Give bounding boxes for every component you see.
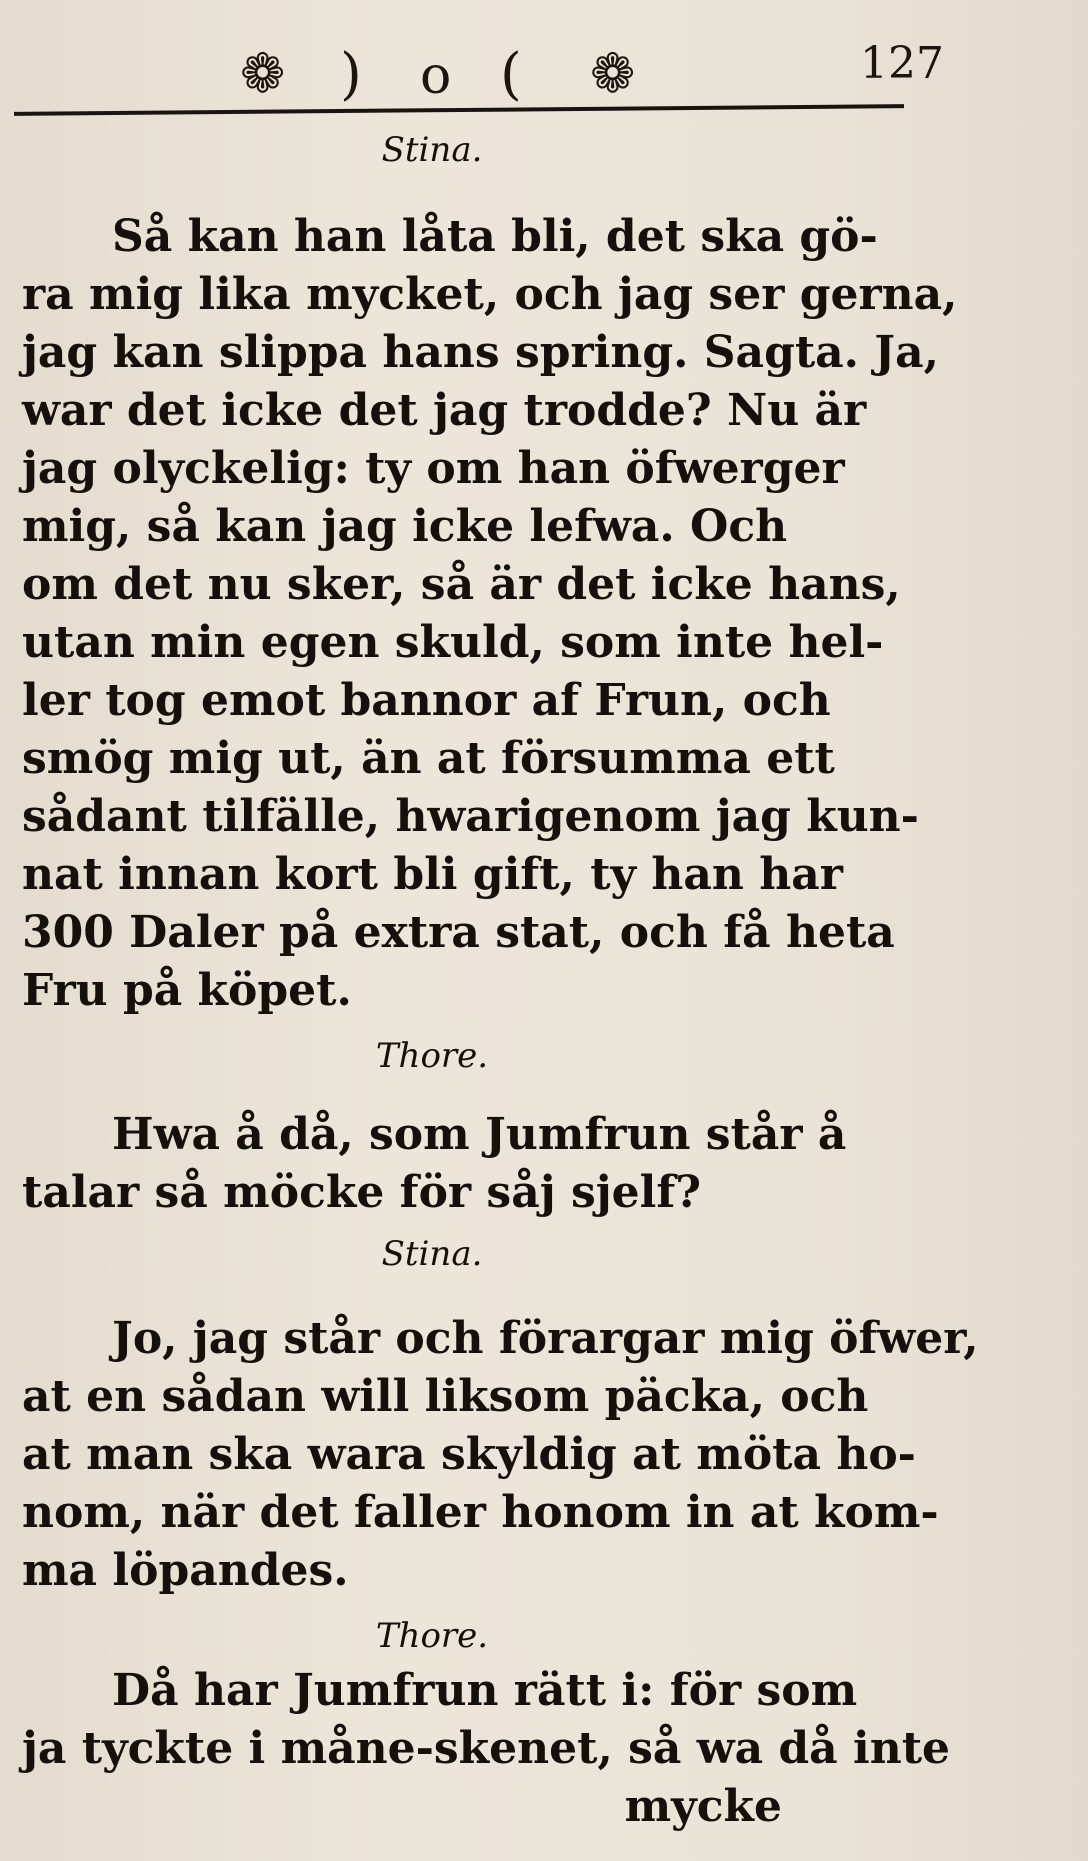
text-line: sådant tilfälle, hwarigenom jag kun-	[22, 791, 919, 842]
text-line: 300 Daler på extra stat, och få heta	[22, 907, 895, 958]
dialogue-paragraph	[22, 208, 958, 1020]
page-number: 127	[860, 38, 944, 89]
text-line: mig, så kan jag icke lefwa. Och	[22, 501, 788, 552]
header-circle: o	[420, 46, 452, 106]
text-line: war det icke det jag trodde? Nu är	[22, 385, 867, 436]
dialogue-paragraph	[22, 1662, 951, 1836]
dialogue-paragraph	[22, 1106, 932, 1222]
header-paren-close: (	[500, 42, 522, 107]
speaker-label: Stina.	[381, 1234, 483, 1274]
text-line: smög mig ut, än at försumma ett	[22, 733, 835, 784]
page-text	[22, 130, 979, 1836]
text-line: Fru på köpet.	[22, 965, 352, 1016]
header-paren-open: )	[340, 42, 362, 107]
dialogue-paragraph	[22, 1310, 979, 1600]
text-line: ja tyckte i måne-skenet, så wa då inte	[22, 1723, 951, 1774]
text-line: Då har Jumfrun rätt i: för som	[112, 1665, 858, 1716]
text-line: jag olyckelig: ty om han öfwerger	[22, 443, 845, 494]
text-line: at man ska wara skyldig at möta ho-	[22, 1429, 916, 1480]
text-line: ma löpandes.	[22, 1545, 349, 1596]
text-line: nom, när det faller honom in at kom-	[22, 1487, 939, 1538]
text-line: talar så möcke för såj sjelf?	[22, 1167, 702, 1218]
text-line: Hwa å då, som Jumfrun står å	[112, 1109, 847, 1160]
text-line: om det nu sker, så är det icke hans,	[22, 559, 901, 610]
catchword: mycke	[624, 1781, 782, 1832]
flower-ornament-right-icon: ❁	[590, 42, 636, 105]
speaker-label: Stina.	[381, 130, 483, 170]
text-line: jag kan slippa hans spring. Sagta. Ja,	[22, 327, 939, 378]
text-line: ler tog emot bannor af Frun, och	[22, 675, 831, 726]
text-line: Jo, jag står och förargar mig öfwer,	[112, 1313, 979, 1364]
speaker-label: Thore.	[375, 1036, 489, 1076]
flower-ornament-left-icon: ❁	[240, 42, 286, 105]
text-line: nat innan kort bli gift, ty han har	[22, 849, 843, 900]
text-line: Så kan han låta bli, det ska gö-	[112, 211, 878, 262]
speaker-label: Thore.	[375, 1616, 489, 1656]
text-line: ra mig lika mycket, och jag ser gerna,	[22, 269, 958, 320]
text-line: at en sådan will liksom päcka, och	[22, 1371, 869, 1422]
text-line: utan min egen skuld, som inte hel-	[22, 617, 884, 668]
